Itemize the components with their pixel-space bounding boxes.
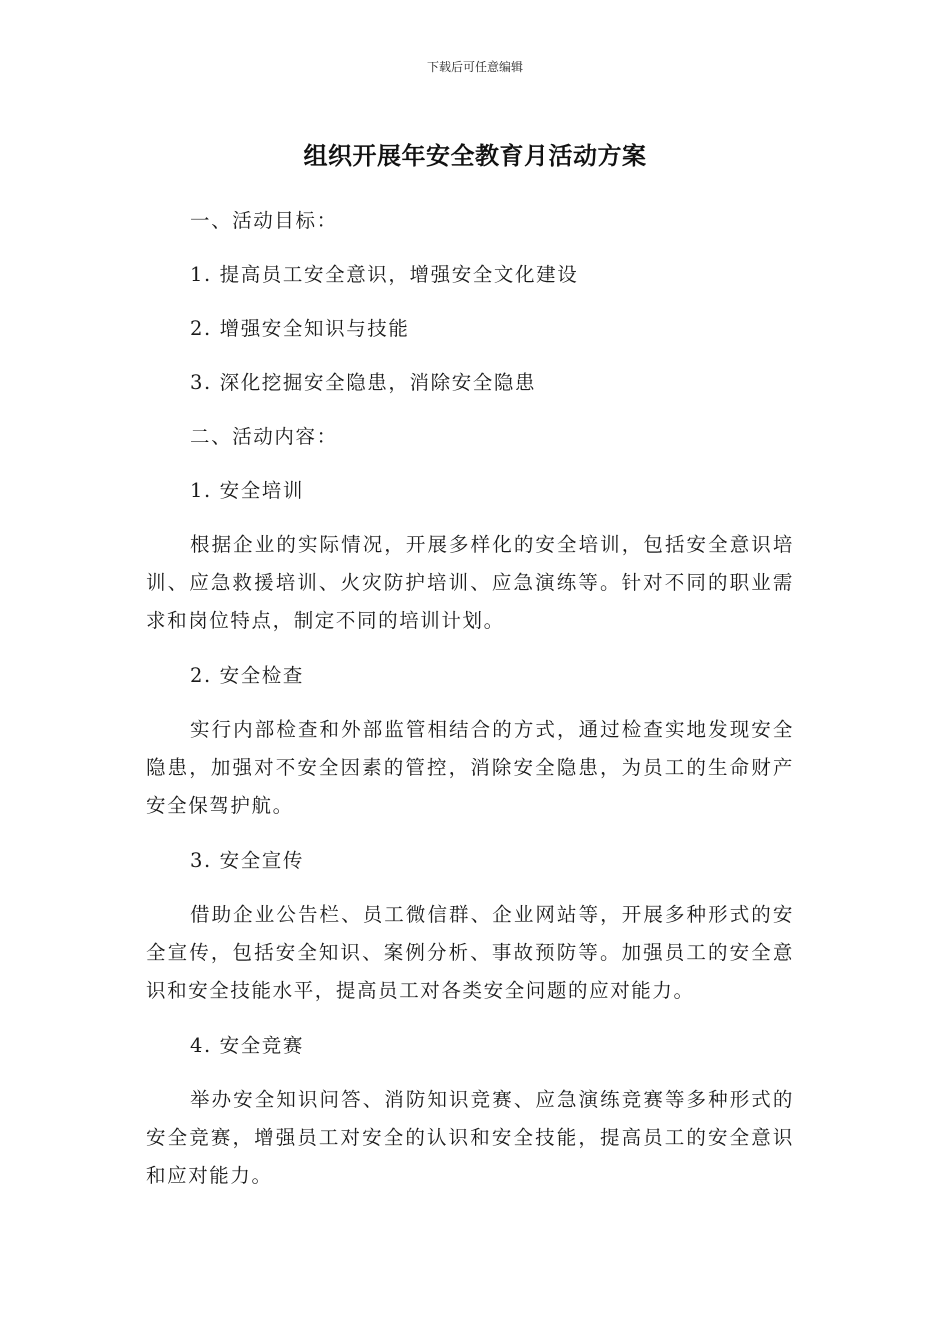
goal-item-1: 1. 提高员工安全意识，增强安全文化建设: [190, 263, 579, 286]
paragraph-competition: 举办安全知识问答、消防知识竞赛、应急演练竞赛等多种形式的安全竞赛，增强员工对安全的认识和安全技能，提高员工的安全意识和应对能力。: [146, 1088, 794, 1187]
goal-item-3: 3. 深化挖掘安全隐患，消除安全隐患: [190, 371, 537, 394]
subsection-heading-competition: 4. 安全竞赛: [190, 1034, 305, 1057]
section-heading-content: 二、活动内容：: [190, 425, 338, 448]
subsection-heading-publicity: 3. 安全宣传: [190, 849, 305, 872]
paragraph-inspection: 实行内部检查和外部监管相结合的方式，通过检查实地发现安全隐患，加强对不安全因素的管控，消除安全隐患，为员工的生命财产安全保驾护航。: [146, 718, 794, 817]
goal-item-2: 2. 增强安全知识与技能: [190, 317, 410, 340]
section-heading-goals: 一、活动目标：: [190, 209, 338, 232]
paragraph-training: 根据企业的实际情况，开展多样化的安全培训，包括安全意识培训、应急救援培训、火灾防护培训、应急演练等。针对不同的职业需求和岗位特点，制定不同的培训计划。: [146, 533, 794, 632]
paragraph-publicity: 借助企业公告栏、员工微信群、企业网站等，开展多种形式的安全宣传，包括安全知识、案例分析、事故预防等。加强员工的安全意识和安全技能水平，提高员工对各类安全问题的应对能力。: [146, 903, 794, 1002]
document-title: 组织开展年安全教育月活动方案: [303, 142, 647, 170]
document-body: [146, 202, 794, 1195]
header-note: 下载后可任意编辑: [426, 60, 523, 74]
subsection-heading-inspection: 2. 安全检查: [190, 664, 305, 687]
subsection-heading-training: 1. 安全培训: [190, 479, 305, 502]
